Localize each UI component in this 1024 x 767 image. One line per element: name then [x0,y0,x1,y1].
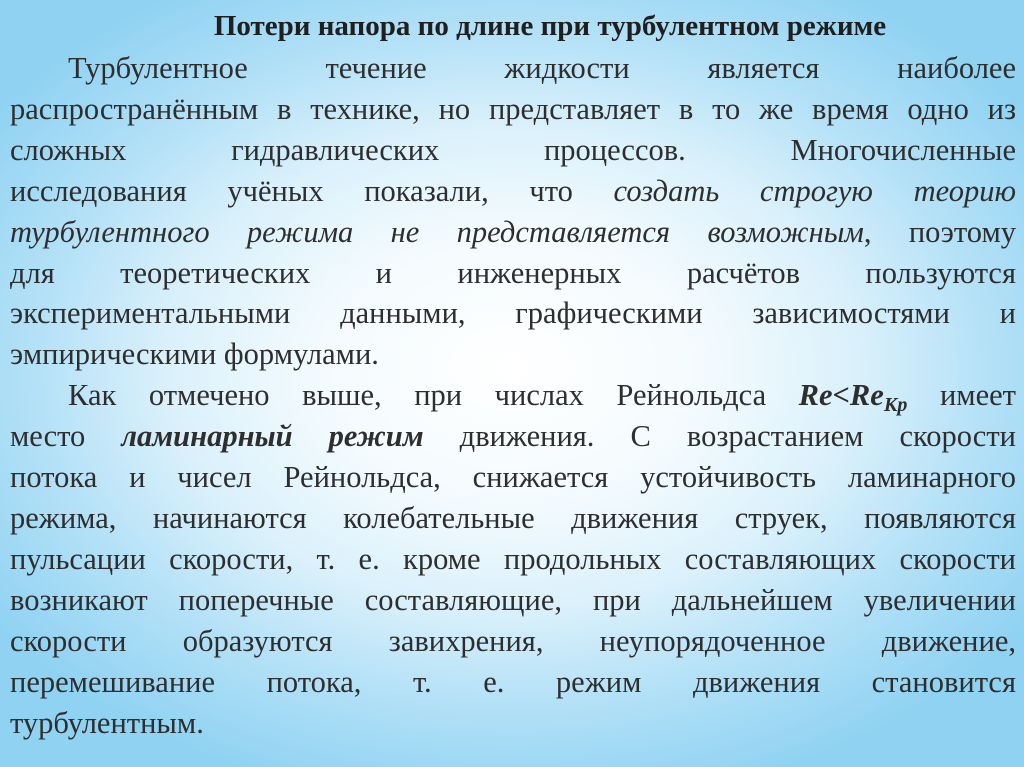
p2-line-6: возникают поперечные составляющие, при дальнейшем увеличении [10,582,1016,617]
p2-line-7: скорости образуются завихрения, неупорядоченное движение, [10,623,1016,658]
formula-main: Re<Re [798,378,884,413]
p1-line-5-text: , поэтому [863,214,1017,249]
laminar-regime-term: ламинарный режим [121,419,424,454]
paragraph-1 [10,48,1016,375]
slide-body [10,48,1016,743]
p1-line-5 [10,212,1016,253]
p2-line-2-end: движения. С возрастанием скорости [423,419,1016,454]
p2-line-9: турбулентным. [10,705,204,740]
p1-line-1: Турбулентное течение жидкости является наиболее [68,51,1016,85]
p2-line-2-start: место [10,419,122,454]
p2-line-4: режима, начинаются колебательные движения струек, появляются [10,500,1016,535]
formula-subscript: Кр [883,394,908,417]
p1-line-3: сложных гидравлических процессов. Многочисленные [10,132,1016,167]
p2-line-2 [10,416,1016,457]
p2-line-8: перемешивание потока, т. е. режим движения становится [10,664,1016,699]
reynolds-formula [798,378,908,417]
p1-line-8: эмпирическими формулами. [10,337,379,372]
paragraph-2 [10,375,1016,743]
p1-emphasis-2: турбулентного режима не представляется возможным [10,214,864,249]
p2-line-1-end: имеет [907,378,1016,413]
p1-line-7: экспериментальными данными, графическими зависимостями и [10,296,1016,331]
p2-line-3: потока и чисел Рейнольдса, снижается устойчивость ламинарного [10,460,1016,495]
p1-line-2: распространённым в технике, но представляет в то же время одно из [10,91,1016,126]
p2-line-1 [10,375,1016,416]
p1-line-6: для теоретических и инженерных расчётов пользуются [10,255,1016,290]
p1-emphasis-1: создать строгую теорию [613,173,1016,208]
p2-line-1-text: Как отмечено выше, при числах Рейнольдса [68,378,799,413]
p1-line-4 [10,171,1016,212]
p1-line-4-text: исследования учёных показали, что [10,173,614,208]
slide-title: Потери напора по длине при турбулентном режиме [213,10,887,42]
p2-line-5: пульсации скорости, т. е. кроме продольных составляющих скорости [10,541,1016,576]
